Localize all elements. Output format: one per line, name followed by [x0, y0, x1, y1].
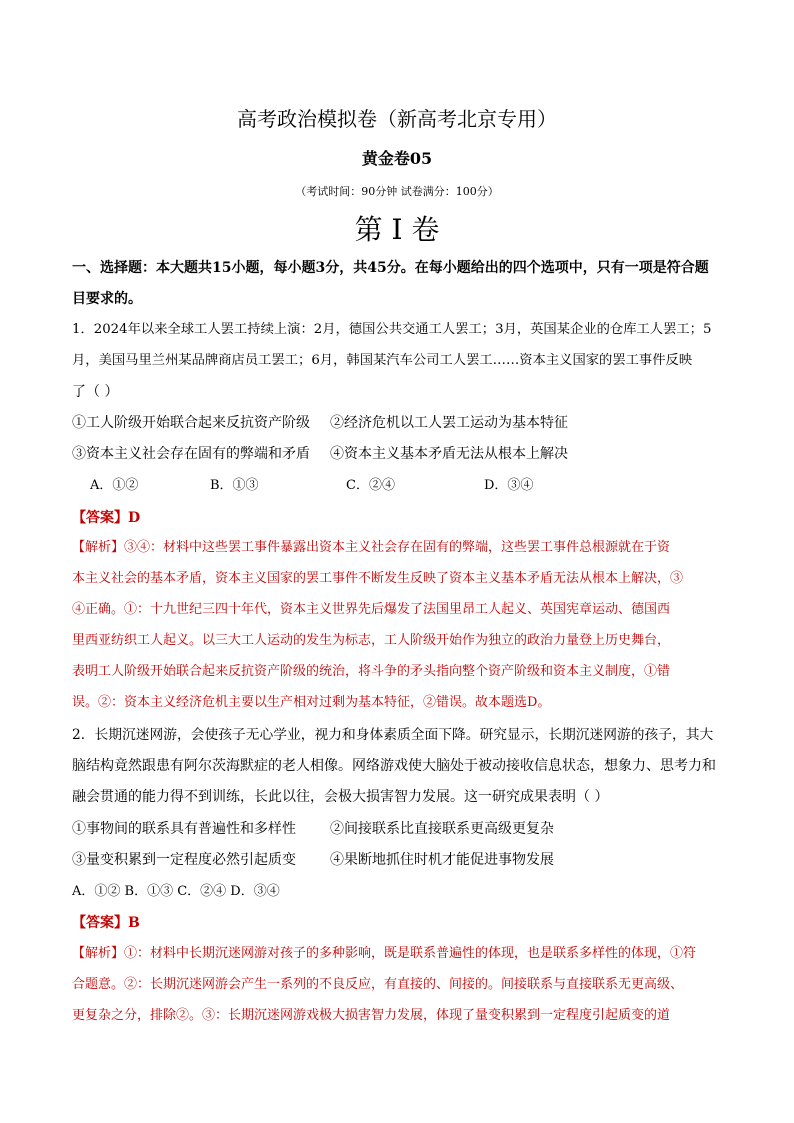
q1-analysis-line5: 表明工人阶级开始联合起来反抗资产阶级的统治，将斗争的矛头指向整个资产阶级和资本主义制度，①错 — [72, 664, 671, 679]
q1-option-a: A．①② — [90, 478, 139, 493]
q1-statement-4: ④资本主义基本矛盾无法从根本上解决 — [330, 446, 568, 462]
section-instruction-line1: 一、选择题：本大题共15小题，每小题3分，共45分。在每小题给出的四个选项中，只有一项是符合题 — [72, 260, 709, 276]
q2-statement-4: ④果断地抓住时机才能促进事物发展 — [330, 852, 554, 868]
q2-stem-line1: 2．长期沉迷网游，会使孩子无心学业，视力和身体素质全面下降。研究显示，长期沉迷网游的孩子，其大 — [72, 727, 714, 743]
exam-title: 高考政治模拟卷（新高考北京专用） — [237, 107, 557, 131]
q1-option-c: C．②④ — [346, 478, 395, 493]
q1-analysis-line3: ④正确。①：十九世纪三四十年代，资本主义世界先后爆发了法国里昂工人起义、英国宪章运动、德国西 — [72, 602, 671, 617]
q2-answer: 【答案】B — [72, 915, 140, 931]
q1-analysis-line1: 【解析】③④：材料中这些罢工事件暴露出资本主义社会存在固有的弊端，这些罢工事件总根源就在于资 — [72, 540, 671, 555]
q1-analysis-line4: 里西亚纺织工人起义。以三大工人运动的发生为标志，工人阶级开始作为独立的政治力量登上历史舞台， — [72, 633, 671, 648]
q2-analysis-line2: 合题意。②：长期沉迷网游会产生一系列的不良反应，有直接的、间接的。间接联系与直接联系无更高级、 — [72, 977, 684, 992]
q2-analysis-line3: 更复杂之分，排除②。③：长期沉迷网游戏极大损害智力发展，体现了量变积累到一定程度引起质变的道 — [72, 1008, 671, 1023]
q1-analysis-line6: 误。②：资本主义经济危机主要以生产相对过剩为基本特征，②错误。故本题选D。 — [72, 695, 551, 710]
q2-analysis-line1: 【解析】①：材料中长期沉迷网游对孩子的多种影响，既是联系普遍性的体现，也是联系多样性的体现，①符 — [72, 946, 697, 961]
q1-stem-line2: 月，美国马里兰州某品牌商店员工罢工；6月，韩国某汽车公司工人罢工……资本主义国家的罢工事件反映 — [72, 353, 693, 368]
volume-heading: 第 I 卷 — [354, 213, 440, 246]
section-instruction-line2: 目要求的。 — [72, 291, 142, 307]
q2-options: A．①② B．①③ C．②④ D．③④ — [72, 884, 280, 899]
q1-statement-3: ③资本主义社会存在固有的弊端和矛盾 — [72, 446, 310, 462]
q2-statement-2: ②间接联系比直接联系更高级更复杂 — [330, 821, 554, 837]
q1-answer: 【答案】D — [72, 510, 141, 526]
q2-statement-3: ③量变积累到一定程度必然引起质变 — [72, 852, 296, 868]
q2-stem-line3: 融会贯通的能力得不到训练，长此以往，会极大损害智力发展。这一研究成果表明（ ） — [72, 789, 609, 805]
q2-stem-line2: 脑结构竟然跟患有阿尔茨海默症的老人相像。网络游戏使大脑处于被动接收信息状态，想象力、思考力和 — [72, 758, 716, 774]
q1-option-d: D．③④ — [484, 478, 534, 493]
q1-statement-1: ①工人阶级开始联合起来反抗资产阶级 — [72, 415, 310, 431]
q1-stem-line1: 1．2024年以来全球工人罢工持续上演：2月，德国公共交通工人罢工；3月，英国某企业的仓库工人罢工；5 — [72, 322, 712, 337]
q2-statement-1: ①事物间的联系具有普遍性和多样性 — [72, 821, 296, 837]
q1-option-b: B．①③ — [210, 478, 259, 493]
q1-stem-line3: 了（ ） — [72, 384, 119, 400]
q1-analysis-line2: 本主义社会的基本矛盾，资本主义国家的罢工事件不断发生反映了资本主义基本矛盾无法从根本上解决，③ — [72, 571, 684, 586]
time-info: （考试时间：90分钟 试卷满分：100分） — [295, 185, 499, 198]
q1-statement-2: ②经济危机以工人罢工运动为基本特征 — [330, 415, 568, 431]
exam-subtitle: 黄金卷05 — [361, 149, 433, 168]
